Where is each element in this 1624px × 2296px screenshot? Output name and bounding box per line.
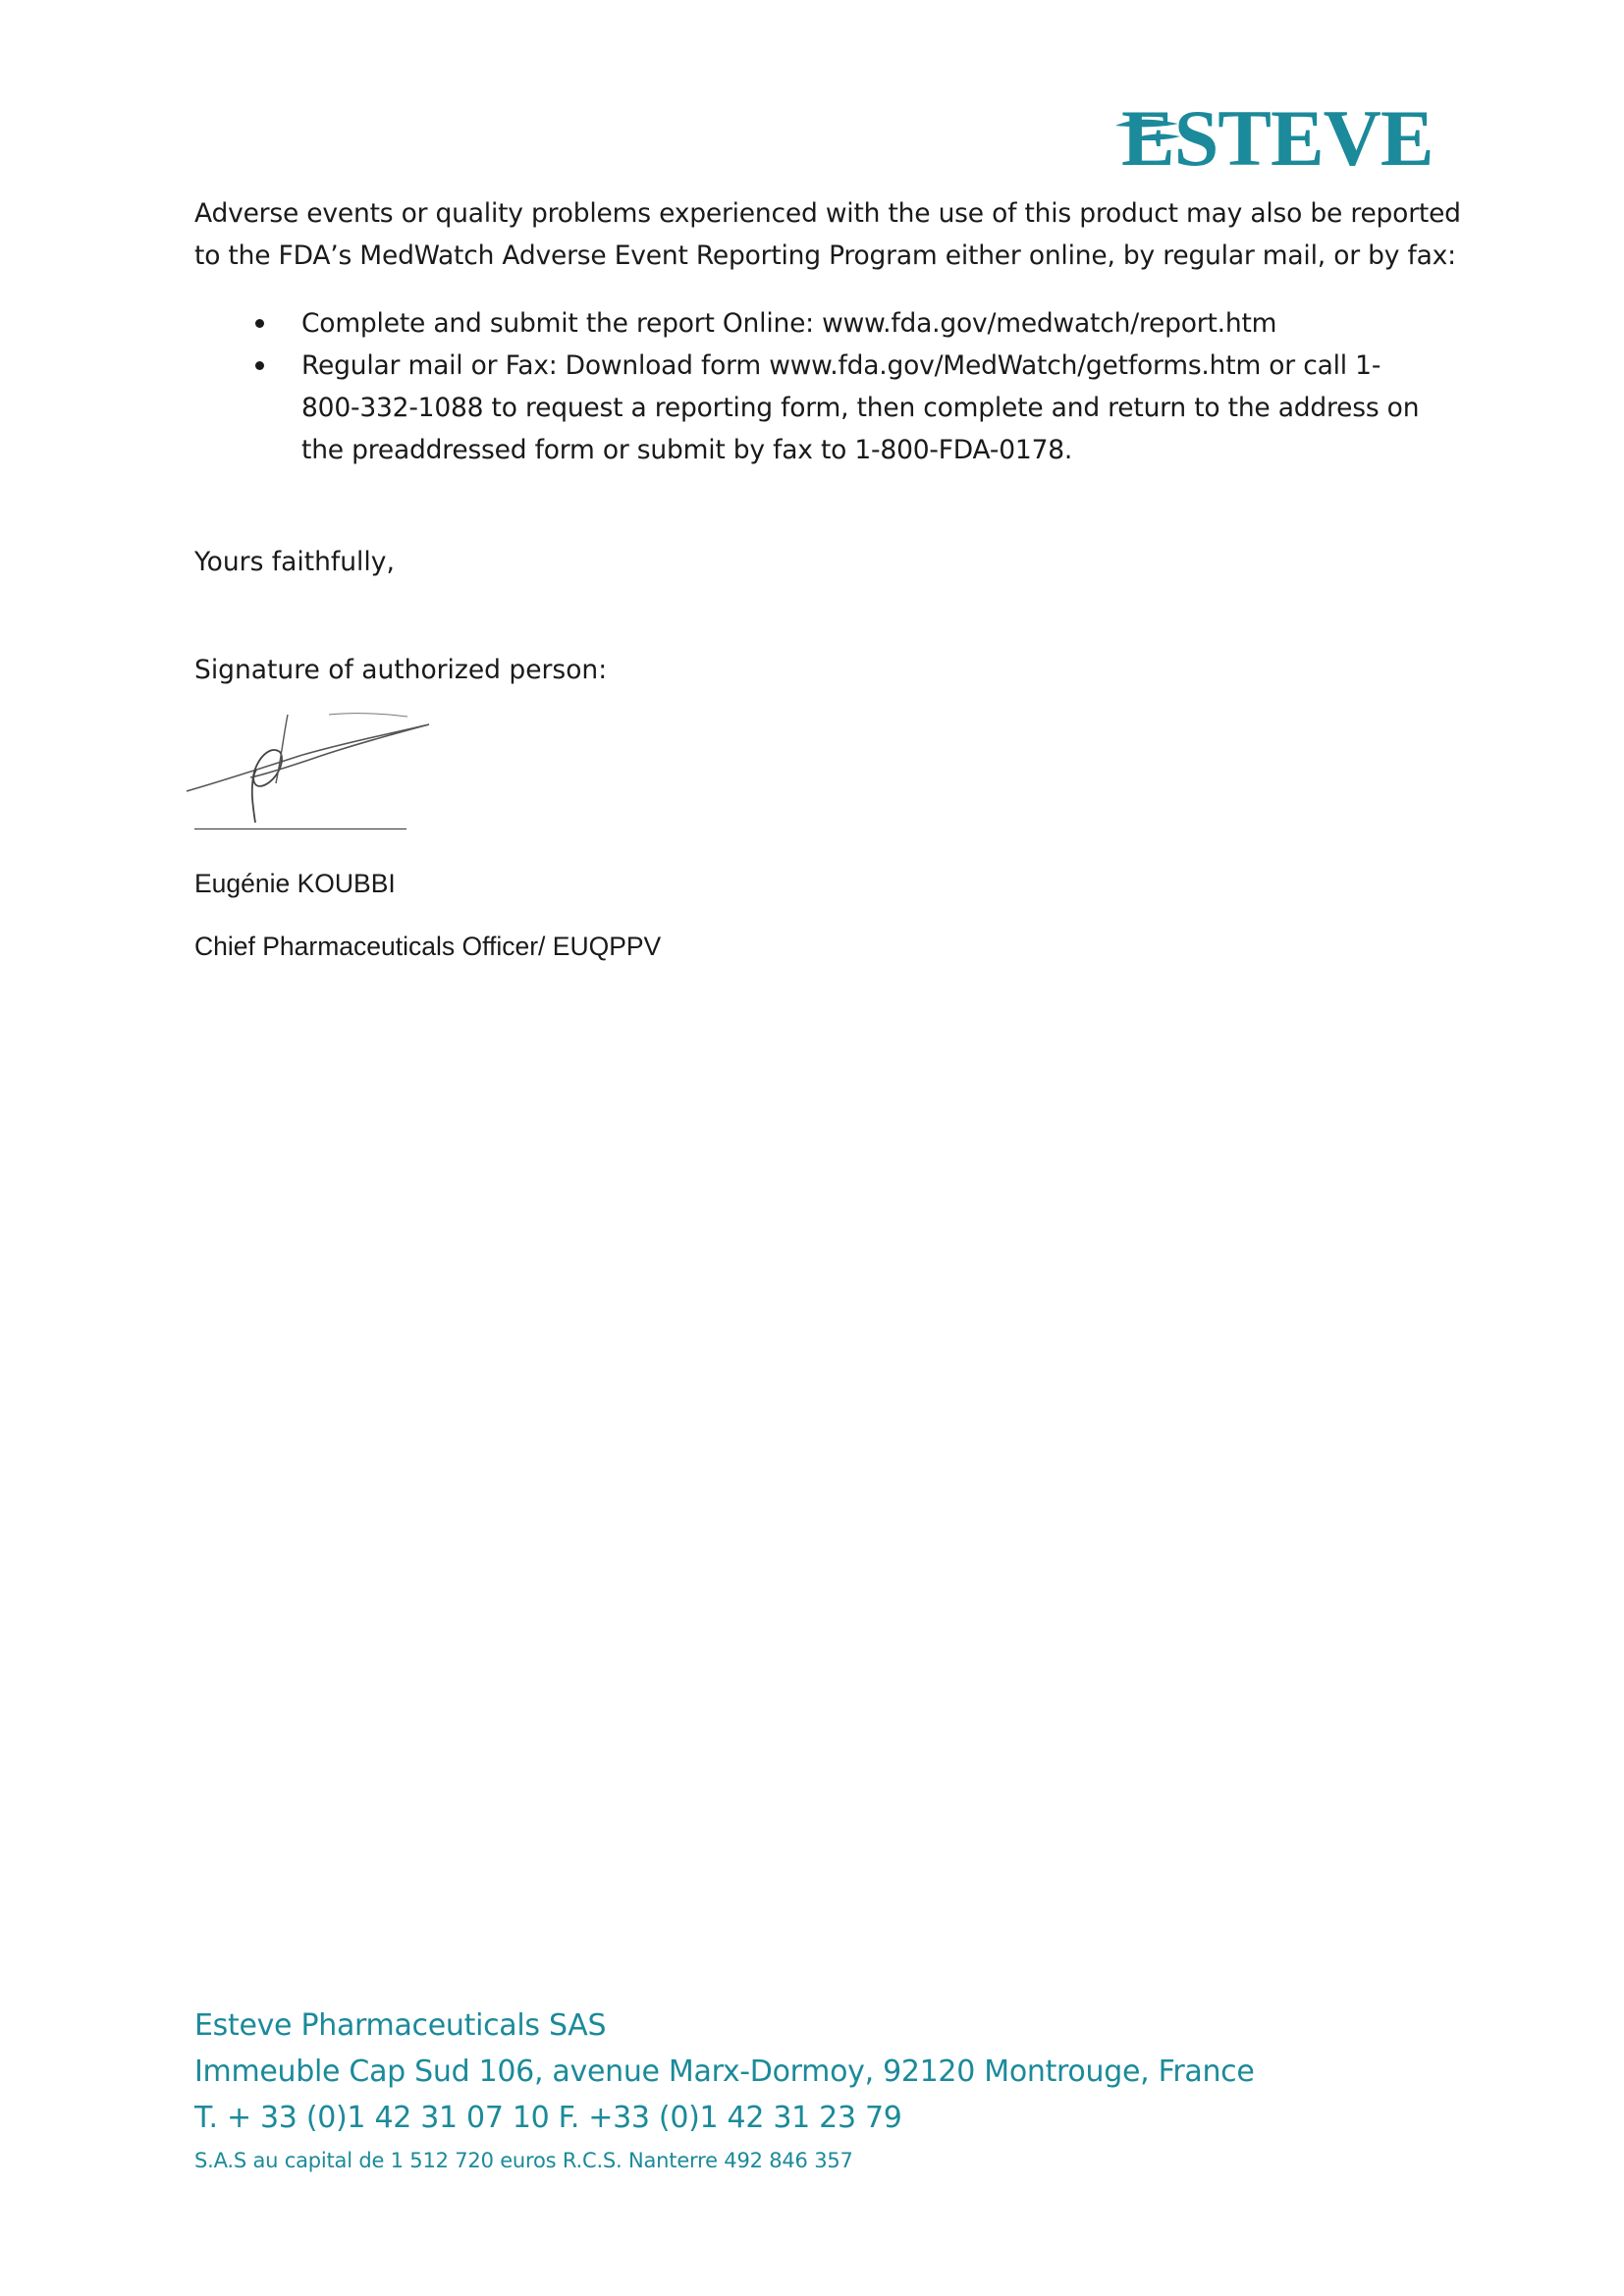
signature-line	[194, 828, 406, 829]
footer-legal: S.A.S au capital de 1 512 720 euros R.C.S. Nanterre 492 846 357	[194, 2149, 853, 2172]
list-item	[194, 345, 1431, 471]
footer-company: Esteve Pharmaceuticals SAS	[194, 2008, 607, 2043]
bullet-icon	[255, 319, 264, 328]
intro-paragraph: Adverse events or quality problems experienced with the use of this product may also be reported to the FDA’s MedWatch Adverse Event Reporting Program either online, by regular mail, or by fax:	[194, 198, 1461, 271]
footer-phone-fax: T. + 33 (0)1 42 31 07 10 F. +33 (0)1 42 31 23 79	[194, 2101, 902, 2135]
bullet-icon	[255, 361, 264, 370]
signer-name: Eugénie KOUBBI	[194, 869, 396, 898]
signature-label: Signature of authorized person:	[194, 655, 608, 685]
footer-address: Immeuble Cap Sud 106, avenue Marx-Dormoy, 92120 Montrouge, France	[194, 2055, 1255, 2089]
letter-body	[194, 192, 1461, 471]
bullet-text: Regular mail or Fax: Download form www.fda.gov/MedWatch/getforms.htm or call 1-800-332-1088 to request a reporting form, then complete and return to the address on the preaddressed form or submit by fax to 1-800-FDA-0178.	[301, 350, 1420, 465]
footer	[194, 2002, 1255, 2178]
esteve-logo-text: ESTEVE	[1121, 93, 1434, 175]
closing-salutation: Yours faithfully,	[194, 547, 395, 577]
bullet-text: Complete and submit the report Online: www.fda.gov/medwatch/report.htm	[301, 308, 1277, 339]
signer-role: Chief Pharmaceuticals Officer/ EUQPPV	[194, 932, 662, 961]
esteve-logo-mark	[1110, 86, 1443, 175]
handwritten-signature	[182, 695, 437, 823]
esteve-logo	[1110, 86, 1443, 175]
list-item	[194, 302, 1431, 345]
reporting-options-list	[194, 302, 1461, 471]
